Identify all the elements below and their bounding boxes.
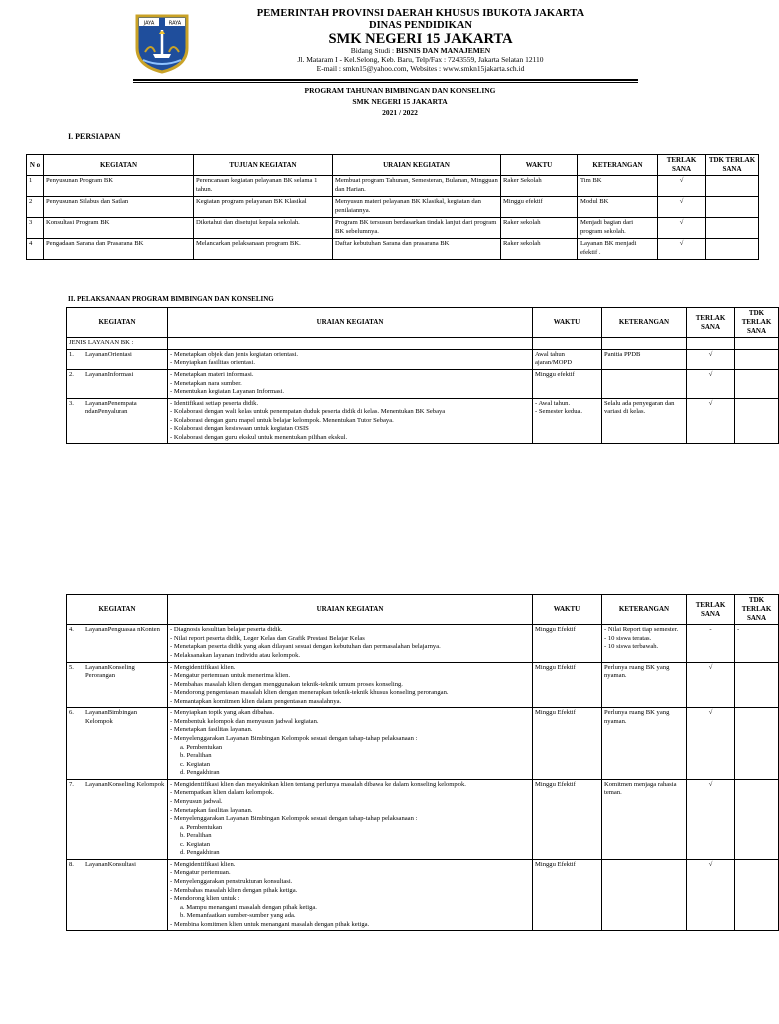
activity-steps	[170, 371, 530, 397]
cell-empty	[533, 338, 602, 350]
school-address: Jl. Mataram I - Kel.Selong, Keb. Baru, Telp/Fax : 7243559, Jakarta Selatan 12110	[297, 54, 544, 64]
cell-uraian	[168, 369, 533, 398]
sub-step: b. Peralihan	[180, 752, 212, 760]
column-header: N o	[27, 155, 44, 176]
activity-steps-item: - Menyiapkan fasilitas orientasi.	[170, 359, 530, 368]
cell-kegiatan	[67, 349, 168, 369]
letterhead-text	[203, 8, 638, 73]
column-header: URAIAN KEGIATAN	[333, 155, 501, 176]
column-header: TERLAK SANA	[687, 595, 735, 625]
activity-steps-item: - Menentukan kegiatan Layanan Informasi.	[170, 388, 530, 397]
cell-kegiatan	[67, 369, 168, 398]
cell-keterangan	[602, 859, 687, 931]
column-header: KEGIATAN	[67, 308, 168, 338]
activity-steps	[170, 400, 530, 443]
column-header: KEGIATAN	[44, 155, 194, 176]
cell-waktu: Awal tahun ajaran/MOPD	[533, 349, 602, 369]
activity-steps-item: - Membina komitmen klien untuk menangani masalah dengan pihak ketiga.	[170, 921, 530, 930]
activity-steps-item: - Menyusun jadwal.	[170, 798, 530, 807]
activity-steps	[170, 351, 530, 368]
cell-terlaksana: √	[687, 369, 735, 398]
cell-kegiatan	[67, 662, 168, 708]
activity-steps-item: - Diagnosis kesulitan belajar peserta didik.	[170, 626, 530, 635]
cell-waktu: Raker Sekolah	[501, 176, 578, 197]
remark-notes-item: - 10 siswa teratas.	[604, 635, 684, 644]
activity-number: 6.	[69, 709, 74, 717]
sub-step: d. Pengakhiran	[180, 849, 220, 857]
activity-name	[69, 626, 165, 635]
cell-ket: Menjadi bagian dari program sekolah.	[578, 218, 658, 239]
activity-name	[69, 709, 165, 726]
cell-uraian: Program BK tersusun berdasarkan tindak lanjut dari program BK sebelumnya.	[333, 218, 501, 239]
cell-waktu: Minggu Efektif	[533, 625, 602, 662]
sub-step: d. Pengakhiran	[180, 769, 220, 777]
activity-steps-item: - Mengidentifikasi klien.	[170, 664, 530, 673]
activity-number: 1.	[69, 350, 74, 358]
cell-kegiatan: Penyusunan Program BK	[44, 176, 194, 197]
section-2-heading: II. PELAKSANAAN PROGRAM BIMBINGAN DAN KONSELING	[68, 295, 274, 303]
cell-tdk-terlaksana	[706, 176, 759, 197]
column-header: TDK TERLAK SANA	[706, 155, 759, 176]
sub-steps-list	[170, 824, 530, 858]
cell-kegiatan	[67, 708, 168, 780]
school-contact: E-mail : smkn15@yahoo.com, Websites : www.smkn15jakarta.sch.id	[316, 63, 525, 73]
field-label: Bidang Studi :	[350, 46, 397, 56]
sub-steps-list	[170, 904, 530, 921]
cell-ket: Modul BK	[578, 197, 658, 218]
title-line-1: PROGRAM TAHUNAN BIMBINGAN DAN KONSELING	[304, 86, 496, 95]
column-header: URAIAN KEGIATAN	[168, 308, 533, 338]
logo-text-right: RAYA	[168, 20, 182, 27]
table-row	[67, 859, 779, 931]
cell-uraian: Daftar kebutuhan Sarana dan prasarana BK	[333, 239, 501, 260]
school-name: SMK NEGERI 15 JAKARTA	[328, 31, 513, 48]
activity-steps-item: - Menyiapkan topik yang akan dibahas.	[170, 709, 530, 718]
cell-empty	[735, 338, 779, 350]
government-name: PEMERINTAH PROVINSI DAERAH KHUSUS IBUKOTA JAKARTA	[256, 8, 585, 19]
time-notes	[535, 400, 599, 417]
title-line-2: SMK NEGERI 15 JAKARTA	[352, 96, 448, 106]
activity-label: LayananPenguasaa nKonten	[85, 626, 160, 634]
cell-kegiatan	[67, 625, 168, 662]
sub-step: a. Pembentukan	[180, 743, 223, 751]
cell-tdk-terlaksana	[735, 662, 779, 708]
activity-steps-item: - Menetapkan fasilitas layanan.	[170, 807, 530, 816]
column-header: WAKTU	[533, 308, 602, 338]
field-value: BISNIS DAN MANAJEMEN	[396, 46, 491, 56]
activity-number: 8.	[69, 860, 74, 868]
activity-steps-item: - Kolaborasi dengan guru mapel untuk belajar kelompok. Menentukan Tutor Sebaya.	[170, 417, 530, 426]
cell-uraian	[168, 349, 533, 369]
activity-steps-item: - Mengidentifikasi klien.	[170, 861, 530, 870]
column-header: TDK TERLAK SANA	[735, 595, 779, 625]
cell-uraian	[168, 779, 533, 859]
table-row	[67, 708, 779, 780]
cell-tdk-terlaksana: -	[735, 625, 779, 662]
cell-tdk-terlaksana	[706, 218, 759, 239]
activity-steps-item: - Membahas masalah klien dengan menggunakan teknik-teknik umum proses konseling.	[170, 681, 530, 690]
table-row	[27, 239, 759, 260]
cell-tujuan: Perencanaan kegiatan pelayanan BK selama 1 tahun.	[194, 176, 333, 197]
implementation-table-continued-header	[67, 595, 779, 625]
cell-kegiatan: Konsultasi Program BK	[44, 218, 194, 239]
activity-steps-item: - Nilai report peserta didik, Leger Kelas dan Grafik Prestasi Belajar Kelas	[170, 635, 530, 644]
cell-tujuan: Diketahui dan disetujui kepala sekolah.	[194, 218, 333, 239]
implementation-table	[66, 307, 779, 444]
preparation-table-header	[27, 155, 759, 176]
cell-tdk-terlaksana	[735, 859, 779, 931]
cell-waktu: Minggu Efektif	[533, 662, 602, 708]
column-header: KEGIATAN	[67, 595, 168, 625]
cell-terlaksana: √	[687, 779, 735, 859]
document-title	[200, 86, 600, 119]
table-row	[67, 625, 779, 662]
activity-name	[69, 861, 165, 870]
sub-step: c. Kegiatan	[180, 760, 211, 768]
table-row	[67, 369, 779, 398]
activity-steps-item: - Memantapkan komitmen klien dalam pengentasan masalahnya.	[170, 698, 530, 707]
activity-steps	[170, 709, 530, 743]
activity-number: 3.	[69, 399, 74, 407]
time-notes-item: - Semester kedua.	[535, 408, 599, 417]
cell-uraian	[168, 708, 533, 780]
letterhead-rule	[133, 79, 638, 81]
cell-tujuan: Kegiatan program pelayanan BK Klasikal	[194, 197, 333, 218]
activity-name	[69, 781, 165, 790]
implementation-table-continued	[66, 594, 779, 931]
cell-ket: Layanan BK menjadi efektif .	[578, 239, 658, 260]
cell-terlaksana: √	[687, 859, 735, 931]
table-row	[27, 176, 759, 197]
activity-steps-item: - Mengatur pertemuan.	[170, 869, 530, 878]
cell-keterangan	[602, 369, 687, 398]
cell-terlaksana: √	[687, 708, 735, 780]
table-row	[27, 218, 759, 239]
activity-number: 4.	[69, 626, 74, 634]
column-header: TUJUAN KEGIATAN	[194, 155, 333, 176]
cell-terlaksana: √	[658, 197, 706, 218]
cell-no: 4	[27, 239, 44, 260]
cell-tdk-terlaksana	[706, 197, 759, 218]
cell-terlaksana: √	[687, 349, 735, 369]
sub-step: a. Mampu menangani masalah dengan pihak ketiga.	[180, 903, 317, 911]
activity-steps-item: - Menetapkan fasilitas layanan.	[170, 726, 530, 735]
implementation-table-header	[67, 308, 779, 338]
cell-waktu: Minggu Efektif	[533, 708, 602, 780]
activity-steps-item: - Identifikasi setiap peserta didik.	[170, 400, 530, 409]
cell-terlaksana: √	[658, 176, 706, 197]
activity-steps	[170, 781, 530, 824]
cell-keterangan: Perlunya ruang BK yang nyaman.	[602, 708, 687, 780]
cell-kegiatan: Pengadaan Sarana dan Prasarana BK	[44, 239, 194, 260]
cell-kegiatan	[67, 779, 168, 859]
cell-keterangan	[602, 625, 687, 662]
cell-waktu: Minggu efektif	[533, 369, 602, 398]
cell-empty	[687, 338, 735, 350]
logo-text-left: JAYA	[143, 20, 155, 27]
activity-steps-item: - Mengatur pertemuan untuk menerima klien.	[170, 672, 530, 681]
title-line-3: 2021 / 2022	[382, 107, 418, 117]
activity-number: 2.	[69, 370, 74, 378]
activity-steps-item: - Menempatkan klien dalam kelompok.	[170, 789, 530, 798]
letterhead	[133, 8, 638, 78]
activity-steps-item: - Menyelenggarakan Layanan Bimbingan Kelompok sesuai dengan tahap-tahap pelaksanaan :	[170, 815, 530, 824]
sub-step: b. Memanfaatkan sumber-sumber yang ada.	[180, 912, 296, 920]
cell-tdk-terlaksana	[735, 779, 779, 859]
cell-terlaksana: √	[658, 218, 706, 239]
activity-label: LayananKonsultasi	[85, 860, 136, 868]
activity-steps-item: - Menetapkan objek dan jenis kegiatan orientasi.	[170, 351, 530, 360]
time-notes-item: - Awal tahun.	[535, 400, 599, 409]
column-header: TERLAK SANA	[658, 155, 706, 176]
remark-notes-item: - 10 siswa terbawah.	[604, 643, 684, 652]
activity-name	[69, 371, 165, 380]
activity-steps-item: - Menetapkan peserta didik yang akan dilayani sesuai dengan kebutuhan dan permasalahan belajarnya.	[170, 643, 530, 652]
cell-terlaksana: √	[687, 398, 735, 444]
remark-notes	[604, 626, 684, 652]
cell-terlaksana: √	[658, 239, 706, 260]
remark-notes-item: - Nilai Report tiap semester.	[604, 626, 684, 635]
activity-label: LayananBimbingan Kelompok	[85, 709, 138, 725]
column-header: KETERANGAN	[578, 155, 658, 176]
table-row	[27, 197, 759, 218]
cell-tujuan: Melancarkan pelaksanaan program BK.	[194, 239, 333, 260]
activity-steps-item: - Membahas masalah klien dengan pihak ketiga.	[170, 887, 530, 896]
activity-name	[69, 664, 165, 681]
activity-steps	[170, 861, 530, 904]
cell-uraian	[168, 662, 533, 708]
cell-empty	[602, 338, 687, 350]
cell-waktu: Minggu efektif	[501, 197, 578, 218]
column-header: URAIAN KEGIATAN	[168, 595, 533, 625]
table-row	[67, 779, 779, 859]
activity-name	[69, 351, 165, 360]
table-row	[67, 349, 779, 369]
activity-steps-item: - Menyelenggarakan Layanan Bimbingan Kelompok sesuai dengan tahap-tahap pelaksanaan :	[170, 735, 530, 744]
cell-uraian: Menyusun materi pelayanan BK Klasikal, kegiatan dan penilaiannya.	[333, 197, 501, 218]
cell-keterangan: Selalu ada penyegaran dan variasi di kelas.	[602, 398, 687, 444]
cell-kegiatan	[67, 859, 168, 931]
activity-steps-item: - Melaksanakan layanan individu atau kelompok.	[170, 652, 530, 661]
column-header: KETERANGAN	[602, 308, 687, 338]
cell-no: 3	[27, 218, 44, 239]
activity-steps-item: - Mendorong klien untuk :	[170, 895, 530, 904]
cell-uraian	[168, 398, 533, 444]
activity-steps	[170, 626, 530, 660]
activity-label: LayananKonseling Kelompok	[85, 780, 165, 788]
activity-steps-item: - Kolaborasi dengan wali kelas untuk penempatan duduk peserta didik di kelas. Menentukan BK Sebaya	[170, 408, 530, 417]
cell-tdk-terlaksana	[735, 398, 779, 444]
department-name: DINAS PENDIDIKAN	[369, 20, 472, 32]
activity-steps-item: - Menyelenggarakan penstrukturan konsultasi.	[170, 878, 530, 887]
activity-steps-item: - Kolaborasi dengan kesiswaan untuk kegiatan OSIS	[170, 425, 530, 434]
activity-steps-item: - Menetapkan nara sumber.	[170, 380, 530, 389]
letterhead-rule-thin	[133, 82, 638, 83]
cell-ket: Tim BK	[578, 176, 658, 197]
activity-steps	[170, 921, 530, 930]
table-row	[67, 338, 779, 350]
cell-empty	[168, 338, 533, 350]
cell-waktu: Minggu Efektif	[533, 779, 602, 859]
column-header: TERLAK SANA	[687, 308, 735, 338]
cell-keterangan: Panitia PPDB	[602, 349, 687, 369]
cell-jenis-layanan: JENIS LAYANAN BK :	[67, 338, 168, 350]
activity-steps	[170, 664, 530, 707]
column-header: WAKTU	[533, 595, 602, 625]
cell-tdk-terlaksana	[735, 349, 779, 369]
activity-label: LayananPenempata ndanPenyaluran	[85, 399, 137, 416]
column-header: TDK TERLAK SANA	[735, 308, 779, 338]
cell-uraian	[168, 625, 533, 662]
activity-label: LayananOrientasi	[85, 350, 132, 358]
cell-kegiatan	[67, 398, 168, 444]
cell-tdk-terlaksana	[735, 708, 779, 780]
activity-steps-item: - Kolaborasi dengan guru ekskul untuk menentukan pilihan ekskul.	[170, 434, 530, 443]
column-header: KETERANGAN	[602, 595, 687, 625]
sub-step: c. Kegiatan	[180, 840, 211, 848]
section-1-heading: I. PERSIAPAN	[68, 132, 121, 141]
activity-label: LayananInformasi	[85, 370, 134, 378]
sub-steps-list	[170, 744, 530, 778]
cell-waktu: Raker sekolah	[501, 239, 578, 260]
activity-number: 7.	[69, 780, 74, 788]
cell-no: 2	[27, 197, 44, 218]
jakarta-coat-of-arms-logo	[133, 12, 191, 74]
cell-waktu: Minggu Efektif	[533, 859, 602, 931]
cell-kegiatan: Penyusunan Silabus dan Satlan	[44, 197, 194, 218]
cell-terlaksana: √	[687, 662, 735, 708]
cell-keterangan: Perlunya ruang BK yang nyaman.	[602, 662, 687, 708]
activity-number: 5.	[69, 663, 74, 671]
activity-name	[69, 400, 165, 417]
cell-tdk-terlaksana	[735, 369, 779, 398]
table-row	[67, 662, 779, 708]
cell-no: 1	[27, 176, 44, 197]
activity-steps-item: - Mengidentifikasi klien dan meyakinkan klien tentang perlunya masalah dibawa ke dalam konseling kelompok.	[170, 781, 530, 790]
column-header: WAKTU	[501, 155, 578, 176]
sub-step: b. Peralihan	[180, 832, 212, 840]
cell-uraian	[168, 859, 533, 931]
cell-waktu	[533, 398, 602, 444]
activity-steps-item: - Menetapkan materi informasi.	[170, 371, 530, 380]
cell-keterangan: Komitmen menjaga rahasia teman.	[602, 779, 687, 859]
activity-label: LayananKonseling Perorangan	[85, 663, 135, 680]
cell-terlaksana: -	[687, 625, 735, 662]
cell-waktu: Raker sekolah	[501, 218, 578, 239]
sub-step: a. Pembentukan	[180, 823, 223, 831]
preparation-table	[26, 154, 759, 260]
activity-steps-item: - Membentuk kelompok dan menyusun jadwal kegiatan.	[170, 718, 530, 727]
cell-tdk-terlaksana	[706, 239, 759, 260]
activity-steps-item: - Mendorong pengentasan masalah klien dengan menerapkan teknik-teknik khusus konseling perorangan.	[170, 689, 530, 698]
cell-uraian: Membuat program Tahunan, Semesteran, Bulanan, Mingguan dan Harian.	[333, 176, 501, 197]
table-row	[67, 398, 779, 444]
